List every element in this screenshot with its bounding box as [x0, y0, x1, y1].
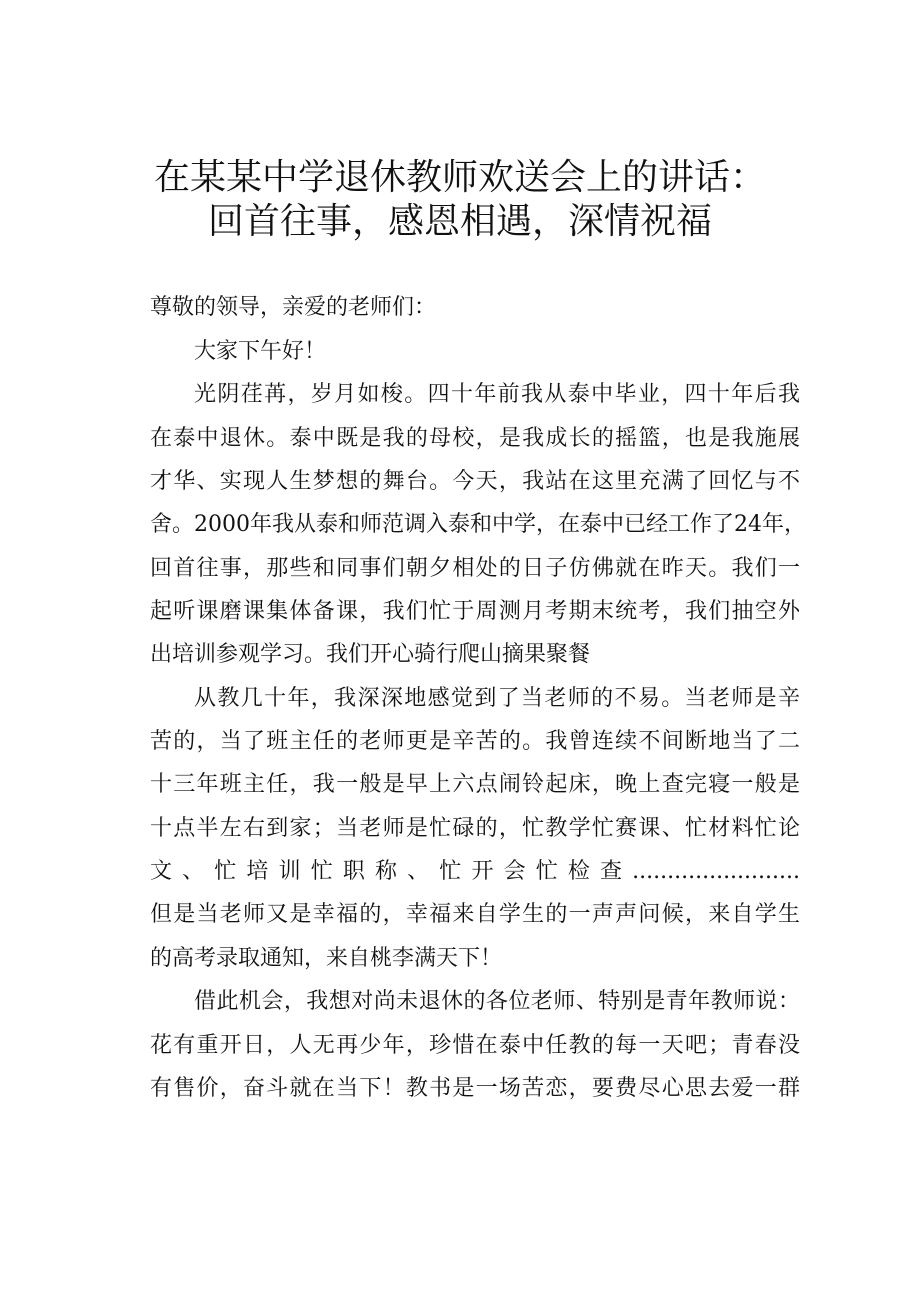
- paragraph-line: 舍。2000年我从泰和师范调入泰和中学，在泰中已经工作了24年，: [150, 512, 806, 537]
- paragraph-line: 才华、实现人生梦想的舞台。今天，我站在这里充满了回忆与不: [150, 469, 800, 494]
- title-line-1: 在某某中学退休教师欢送会上的讲话：: [153, 157, 766, 198]
- paragraph-line: 起听课磨课集体备课，我们忙于周测月考期末统考，我们抽空外: [150, 599, 800, 624]
- paragraph-line: 光阴荏苒，岁月如梭。四十年前我从泰中毕业，四十年后我: [194, 382, 800, 407]
- paragraph-line: 苦的，当了班主任的老师更是辛苦的。我曾连续不间断地当了二: [150, 729, 800, 754]
- paragraph-line: 回首往事，那些和同事们朝夕相处的日子仿佛就在昨天。我们一: [150, 556, 800, 581]
- paragraph-line: 借此机会，我想对尚未退休的各位老师、特别是青年教师说：: [194, 989, 800, 1014]
- paragraph-line: 的高考录取通知，来自桃李满天下！: [150, 946, 503, 971]
- paragraph-line: 花有重开日，人无再少年，珍惜在泰中任教的每一天吧；青春没: [150, 1033, 800, 1058]
- paragraph-line: 有售价，奋斗就在当下！教书是一场苦恋，要费尽心思去爱一群: [150, 1076, 800, 1101]
- paragraph-greeting: 大家下午好！: [194, 339, 327, 364]
- paragraph-line: 十点半左右到家；当老师是忙碌的，忙教学忙赛课、忙材料忙论: [150, 816, 800, 841]
- paragraph-line: 但是当老师又是幸福的，幸福来自学生的一声声问候，来自学生: [150, 902, 800, 927]
- paragraph-line: 在泰中退休。泰中既是我的母校，是我成长的摇篮，也是我施展: [150, 426, 800, 451]
- paragraph-line: 十三年班主任，我一般是早上六点闹铃起床，晚上查完寝一般是: [150, 772, 800, 797]
- paragraph-line: 文、忙培训忙职称、忙开会忙检查........................: [150, 859, 800, 884]
- paragraph-line: 从教几十年，我深深地感觉到了当老师的不易。当老师是辛: [194, 686, 800, 711]
- paragraph-line: 出培训参观学习。我们开心骑行爬山摘果聚餐: [150, 642, 591, 667]
- salutation: 尊敬的领导，亲爱的老师们：: [150, 295, 437, 320]
- title-line-2: 回首往事，感恩相遇，深情祝福: [207, 201, 712, 242]
